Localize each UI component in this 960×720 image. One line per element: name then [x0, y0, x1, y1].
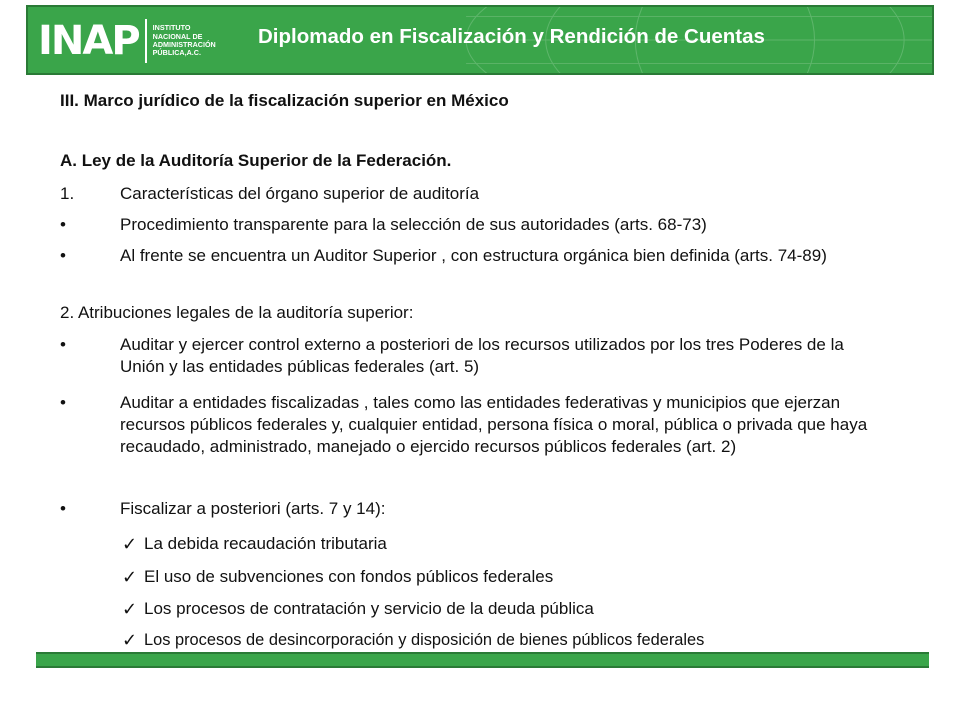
checklist-item-text: La debida recaudación tributaria [144, 534, 387, 553]
footer-bar [36, 652, 929, 668]
list-item-text: Procedimiento transparente para la selección de sus autoridades (arts. 68-73) [120, 215, 707, 234]
checkmark-icon: ✓ [122, 567, 138, 587]
list-item-text: Al frente se encuentra un Auditor Superior , con estructura orgánica bien definida (arts. 74-89) [120, 246, 827, 265]
bullet-icon: • [60, 393, 66, 412]
header-title: Diplomado en Fiscalización y Rendición de Cuentas [258, 25, 765, 48]
header-banner [26, 5, 934, 75]
logo-text [153, 24, 216, 57]
list-item [60, 245, 905, 289]
logo-line: INSTITUTO [152, 23, 191, 33]
section-title: III. Marco jurídico de la fiscalización superior en México [60, 91, 509, 110]
list-item-text: Auditar y ejercer control externo a posteriori de los recursos utilizados por los tres Poderes de la Unión y las entidades públicas federales (art. 5) [120, 335, 844, 376]
bullet-icon: • [60, 335, 66, 354]
list-item [60, 392, 905, 480]
bullet-icon: • [60, 246, 66, 265]
checklist-item [60, 566, 905, 588]
list-item [60, 498, 905, 520]
checkmark-icon: ✓ [122, 599, 138, 619]
bullet-icon: • [60, 499, 66, 518]
logo-line: PÚBLICA,A.C. [152, 48, 201, 58]
numbered-item-1 [60, 183, 905, 205]
checkmark-icon: ✓ [122, 534, 138, 554]
numbered-item-2: 2. Atribuciones legales de la auditoría superior: [60, 303, 414, 322]
list-item [60, 334, 905, 378]
item-number: 1. [60, 184, 75, 203]
logo-line: NACIONAL DE [152, 31, 203, 41]
checklist-item-text: Los procesos de contratación y servicio de la deuda pública [144, 599, 594, 618]
checkmark-icon: ✓ [122, 630, 138, 650]
logo-divider [145, 19, 147, 63]
checklist-item-text: Los procesos de desincorporación y disposición de bienes públicos federales [144, 631, 705, 649]
inap-logo [38, 15, 216, 67]
bullet-icon: • [60, 215, 66, 234]
checklist-item [60, 533, 905, 555]
logo-line: ADMINISTRACIÓN [152, 40, 216, 49]
list-item [60, 214, 905, 236]
logo-mark: INAP [38, 18, 139, 64]
list-item-text: Fiscalizar a posteriori (arts. 7 y 14): [120, 499, 386, 518]
checklist-item [60, 598, 905, 620]
checklist-item [60, 629, 905, 651]
checklist-item-text: El uso de subvenciones con fondos públicos federales [144, 567, 554, 586]
list-item-text: Auditar a entidades fiscalizadas , tales como las entidades federativas y municipios que ejerzan recursos públicos federales y, cualquier entidad, persona física o moral, pública o privada que haya recaudado, administrado, manejado o ejercido recursos públicos federales (art. 2) [120, 393, 868, 456]
subsection-title: A. Ley de la Auditoría Superior de la Federación. [60, 151, 452, 170]
item-text: Características del órgano superior de auditoría [120, 184, 480, 203]
